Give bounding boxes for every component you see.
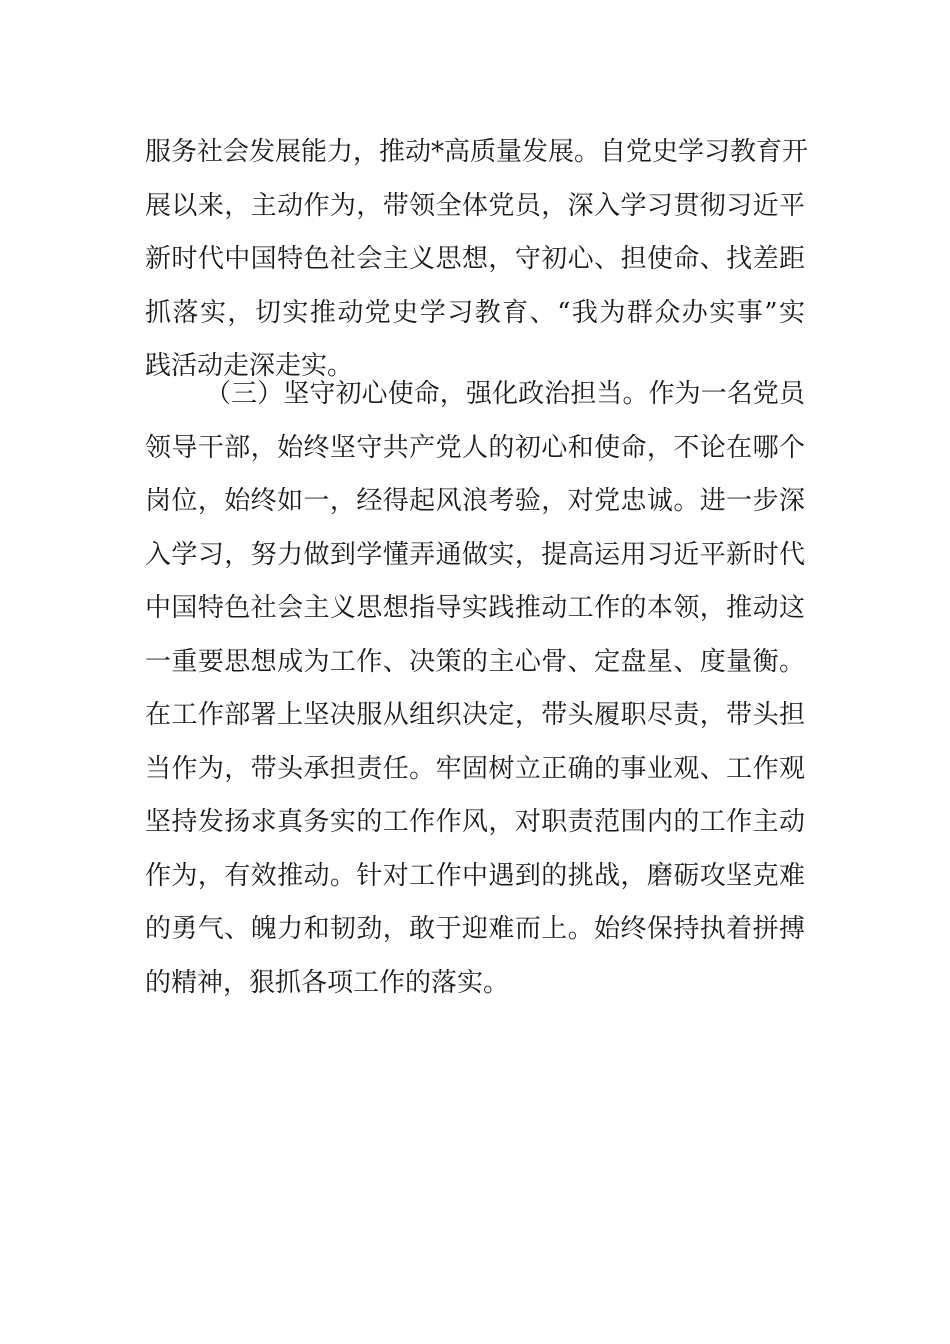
text-line: 一重要思想成为工作、决策的主心骨、定盘星、度量衡。 xyxy=(145,646,805,677)
text-line: 坚持发扬求真务实的工作作风，对职责范围内的工作主动 xyxy=(145,807,805,837)
text-line: 服务社会发展能力，推动*高质量发展。自党史学习教育开 xyxy=(145,137,809,167)
text-line: 领导干部，始终坚守共产党人的初心和使命，不论在哪个 xyxy=(145,432,805,463)
text-line: 入学习，努力做到学懂弄通做实，提高运用习近平新时代 xyxy=(145,539,805,570)
text-line: 在工作部署上坚决服从组织决定，带头履职尽责，带头担 xyxy=(145,700,805,730)
text-line: 作为，有效推动。针对工作中遇到的挑战，磨砺攻坚克难 xyxy=(145,860,805,891)
text-line: 岗位，始终如一，经得起风浪考验，对党忠诚。进一步深 xyxy=(145,486,805,516)
text-line: 中国特色社会主义思想指导实践推动工作的本领，推动这 xyxy=(145,593,805,623)
text-line: 新时代中国特色社会主义思想，守初心、担使命、找差距 xyxy=(145,244,805,274)
text-line: 的勇气、魄力和韧劲，敢于迎难而上。始终保持执着拼搏 xyxy=(145,914,805,944)
text-line: 的精神，狠抓各项工作的落实。 xyxy=(145,967,510,998)
text-line: 当作为，带头承担责任。牢固树立正确的事业观、工作观 xyxy=(145,753,805,784)
text-line: 践活动走深走实。 xyxy=(145,351,354,381)
text-line: 展以来，主动作为，带领全体党员，深入学习贯彻习近平 xyxy=(145,190,805,221)
paragraph-continued xyxy=(145,126,809,394)
text-line: 抓落实，切实推动党史学习教育、“我为群众办实事”实 xyxy=(145,297,805,328)
paragraph-section-three xyxy=(145,368,805,1010)
section-heading-line: （三）坚守初心使命，强化政治担当。作为一名党员 xyxy=(205,379,805,409)
